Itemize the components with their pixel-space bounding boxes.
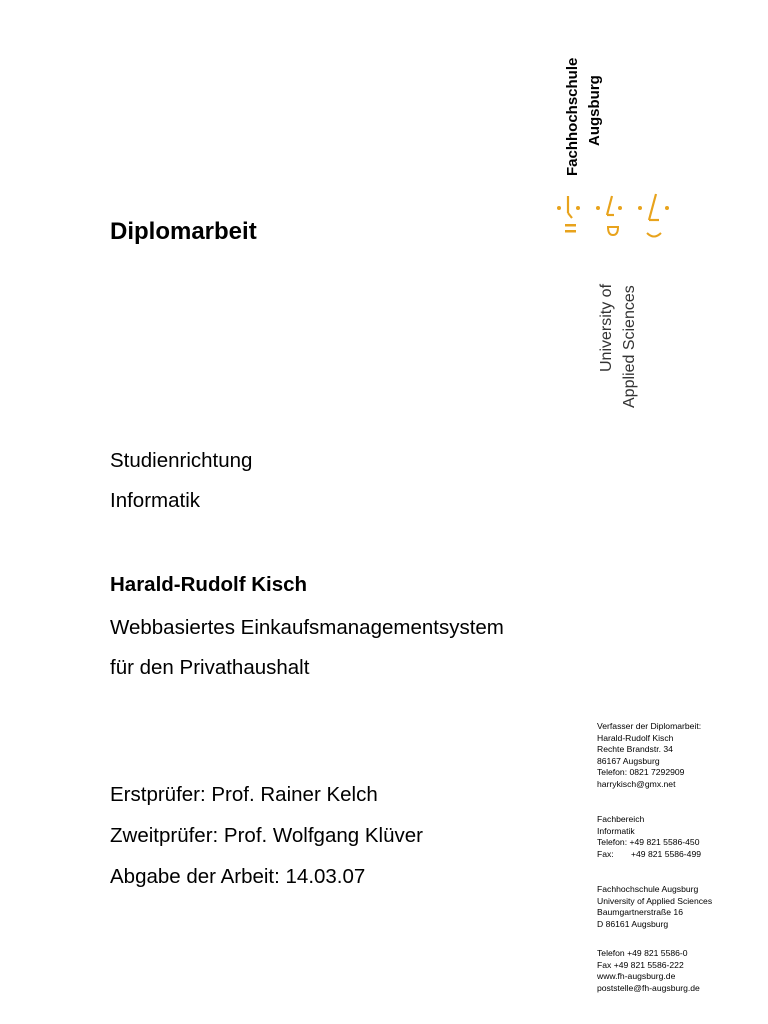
fax-label: Fax: [597, 848, 614, 859]
school-phone: Telefon +49 821 5586-0 [597, 948, 688, 958]
author-contact-block [597, 721, 701, 791]
topic-line2: für den Privathaushalt [110, 656, 310, 679]
department-line: Fachbereich [597, 814, 645, 824]
school-line: Baumgartnerstraße 16 [597, 907, 683, 918]
department-fax [597, 849, 701, 861]
school-contact-block [597, 948, 700, 994]
school-address-block [597, 884, 712, 930]
department-phone: Telefon: +49 821 5586-450 [597, 837, 700, 848]
school-fax: Fax +49 821 5586-222 [597, 959, 684, 970]
first-examiner: Erstprüfer: Prof. Rainer Kelch [110, 783, 378, 806]
logo-sub-line1: University of [598, 283, 615, 372]
department-block [597, 814, 701, 860]
author-contact-line: Harald-Rudolf Kisch [597, 732, 674, 743]
university-logo [552, 30, 672, 410]
study-label: Studienrichtung [110, 449, 253, 472]
author-contact-line: 86167 Augsburg [597, 755, 660, 766]
three-faces-logo-icon [552, 190, 672, 252]
author-email: harrykisch@gmx.net [597, 778, 676, 789]
author-name: Harald-Rudolf Kisch [110, 573, 308, 596]
logo-sub-line2: Applied Sciences [621, 285, 638, 408]
logo-name-line1: Fachhochschule [564, 57, 581, 176]
submission-date: Abgabe der Arbeit: 14.03.07 [110, 865, 366, 888]
logo-name-line2: Augsburg [586, 75, 603, 146]
fax-value: +49 821 5586-499 [631, 848, 702, 859]
author-contact-line: Telefon: 0821 7292909 [597, 767, 685, 778]
school-line: Fachhochschule Augsburg [597, 884, 699, 894]
department-line: Informatik [597, 825, 635, 836]
author-contact-line: Verfasser der Diplomarbeit: [597, 721, 702, 731]
author-contact-line: Rechte Brandstr. 34 [597, 744, 673, 755]
second-examiner: Zweitprüfer: Prof. Wolfgang Klüver [110, 824, 423, 847]
school-line: D 86161 Augsburg [597, 918, 669, 929]
school-line: University of Applied Sciences [597, 895, 713, 906]
school-email: poststelle@fh-augsburg.de [597, 982, 700, 993]
topic-line1: Webbasiertes Einkaufsmanagementsystem [110, 616, 504, 639]
school-website: www.fh-augsburg.de [597, 971, 676, 982]
study-value: Informatik [110, 489, 200, 512]
document-title: Diplomarbeit [110, 218, 257, 245]
